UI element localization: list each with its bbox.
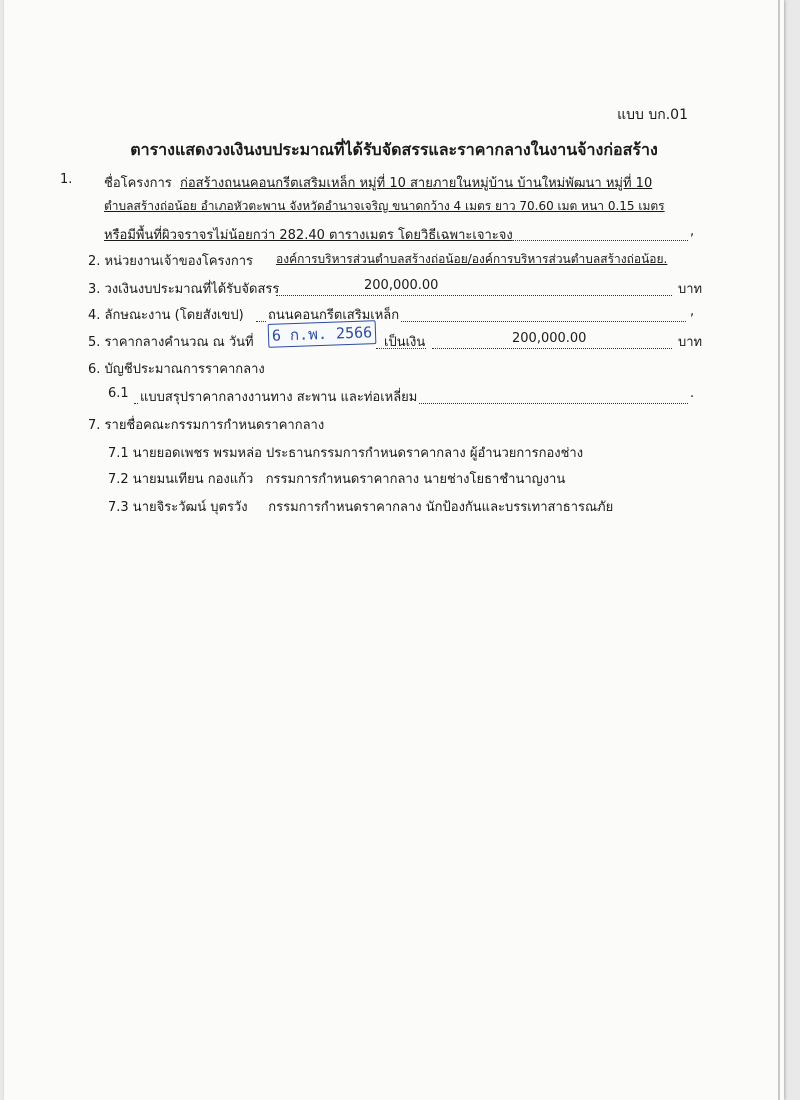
item6-sub-number: 6.1 [108, 386, 129, 401]
item5-label: 5. ราคากลางคำนวณ ณ วันที่ [88, 335, 254, 350]
item1-dotted-leader [500, 240, 688, 241]
item3-value: 200,000.00 [364, 278, 439, 293]
page-edge-shadow [778, 0, 780, 1100]
item7-label: 7. รายชื่อคณะกรรมการกำหนดราคากลาง [88, 418, 325, 433]
item2-label: 2. หน่วยงานเจ้าของโครงการ [88, 254, 254, 269]
item4-label: 4. ลักษณะงาน (โดยสังเขป) [88, 308, 244, 323]
form-code: แบบ บก.01 [617, 107, 688, 123]
item1-project-line3: หรือมีพื้นที่ผิวจราจรไม่น้อยกว่า 282.40 ตารางเมตร โดยวิธีเฉพาะเจาะจง [104, 228, 513, 243]
committee-member-1: 7.1 นายยอดเพชร พรมหล่อ ประธานกรรมการกำหนดราคากลาง ผู้อำนวยการกองช่าง [108, 446, 584, 461]
committee-member-2: 7.2 นายมนเทียน กองแก้ว กรรมการกำหนดราคากลาง นายช่างโยธาชำนาญงาน [108, 472, 566, 487]
item3-unit: บาท [678, 282, 703, 297]
item1-project-line2: ตำบลสร้างถ่อน้อย อำเภอหัวตะพาน จังหวัดอำนาจเจริญ ขนาดกว้าง 4 เมตร ยาว 70.60 เมต หนา 0.15 เมตร [104, 199, 665, 213]
document-page [4, 0, 784, 1100]
item1-project-line1: ก่อสร้างถนนคอนกรีตเสริมเหล็ก หมู่ที่ 10 สายภายในหมู่บ้าน บ้านใหม่พัฒนา หมู่ที่ 10 [180, 176, 653, 191]
item1-number: 1. [60, 172, 73, 187]
item1-end-mark: , [690, 224, 695, 239]
item5-unit: บาท [678, 335, 703, 350]
item5-dotted-leader-b [432, 348, 672, 349]
item4-value: ถนนคอนกรีตเสริมเหล็ก [266, 304, 401, 325]
item5-value: 200,000.00 [512, 331, 587, 346]
item6-label: 6. บัญชีประมาณการราคากลาง [88, 362, 265, 377]
item4-end-mark: , [690, 304, 695, 319]
item6-sub-value: แบบสรุปราคากลางงานทาง สะพาน และท่อเหลี่ยม [138, 386, 419, 407]
date-stamp: 6 ก.พ. 2566 [268, 320, 377, 348]
item6-end-mark: . [690, 386, 695, 401]
committee-member-3: 7.3 นายจิระวัฒน์ บุตรวัง กรรมการกำหนดราคากลาง นักป้องกันและบรรเทาสาธารณภัย [108, 500, 614, 515]
item5-amount-label: เป็นเงิน [384, 335, 426, 350]
item1-label: ชื่อโครงการ [104, 176, 172, 191]
item2-value: องค์การบริหารส่วนตำบลสร้างถ่อน้อย/องค์การบริหารส่วนตำบลสร้างถ่อน้อย. [276, 252, 668, 266]
document-title: ตารางแสดงวงเงินงบประมาณที่ได้รับจัดสรรและราคากลางในงานจ้างก่อสร้าง [130, 140, 658, 159]
item3-dotted-leader [276, 295, 672, 296]
item3-label: 3. วงเงินงบประมาณที่ได้รับจัดสรร [88, 282, 280, 297]
